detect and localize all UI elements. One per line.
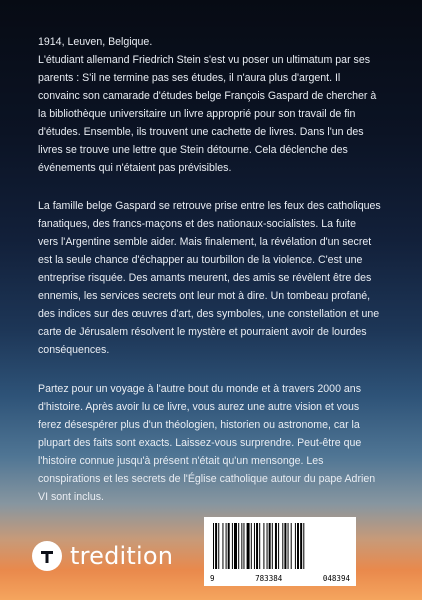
blurb-line: conspirations et les secrets de l'Église catholique autour du pape Adrien — [38, 473, 376, 485]
barcode-bar — [238, 523, 239, 569]
barcode-bar — [259, 523, 260, 569]
barcode-bar — [282, 523, 283, 569]
blurb-line: d'études. Ensemble, ils trouvent une cachette de livres. Dans l'un des — [38, 126, 364, 138]
blurb-line: parents : S'il ne termine pas ses études, il n'aura plus d'argent. Il — [38, 72, 341, 84]
isbn-barcode — [204, 517, 356, 586]
barcode-bar — [213, 523, 214, 569]
blurb-line: conséquences. — [38, 344, 110, 356]
barcode-bar — [303, 523, 304, 569]
barcode-bar — [241, 523, 242, 569]
barcode-bar — [232, 523, 233, 569]
blurb-line: plupart des faits sont exacts. Laissez-vous surprendre. Peut-être que — [38, 437, 362, 449]
barcode-bar — [295, 523, 296, 569]
barcode-bar — [300, 523, 302, 569]
blurb-line: convainc son camarade d'études belge François Gaspard de chercher à — [38, 90, 377, 102]
barcode-bar — [284, 523, 286, 569]
publisher-name: tredition — [70, 542, 174, 570]
blurb-line: carte de Jérusalem résolvent le mystère et pourraient avoir de lourdes — [38, 326, 367, 338]
barcode-bar — [218, 523, 219, 569]
blurb-line: événements qui n'étaient pas prévisibles. — [38, 162, 232, 174]
blurb-line: vers l'Argentine semble aider. Mais finalement, la révélation d'un secret — [38, 236, 372, 248]
barcode-bar — [267, 523, 268, 569]
barcode-digit-group: 783384 — [255, 574, 283, 583]
barcode-bar — [291, 523, 292, 569]
barcode-bar — [275, 523, 277, 569]
blurb-paragraph-3 — [38, 380, 386, 506]
barcode-bar — [247, 523, 250, 569]
barcode-bar — [215, 523, 217, 569]
blurb-line: l'histoire connue jusqu'à présent n'était qu'un mensonge. Les — [38, 455, 324, 467]
blurb-line: 1914, Leuven, Belgique. — [38, 36, 153, 48]
blurb-paragraph-1 — [38, 33, 386, 177]
blurb-line: d'histoire. Après avoir lu ce livre, vous aurez une autre vision et vous — [38, 401, 360, 413]
barcode-bar — [254, 523, 255, 569]
barcode-bar — [222, 523, 223, 569]
blurb-paragraph-2 — [38, 197, 386, 359]
blurb-line: VI sont inclus. — [38, 491, 104, 503]
blurb-line: est la seule chance d'échapper au tourbillon de la violence. C'est une — [38, 254, 363, 266]
barcode-bar — [256, 523, 258, 569]
barcode-bar — [297, 523, 299, 569]
barcode-bars — [212, 523, 348, 569]
barcode-bar — [234, 523, 237, 569]
blurb-line: des indices sur des œuvres d'art, des symboles, une constellation et une — [38, 308, 380, 320]
blurb-line: livres se trouve une lettre que Stein détourne. Cela déclenche des — [38, 144, 348, 156]
blurb-line: ferez désespérer plus d'un théologien, historien ou astronome, car la — [38, 419, 360, 431]
barcode-digit-group: 9 — [210, 574, 215, 583]
barcode-bar — [278, 523, 279, 569]
blurb-line: la bibliothèque universitaire un livre approprié pour son travail de fin — [38, 108, 356, 120]
publisher-logo — [32, 538, 173, 574]
tredition-logo-icon — [32, 541, 62, 571]
blurb-line: ennemis, les services secrets ont leur mot à dire. Un tombeau profané, — [38, 290, 371, 302]
blurb-line: Partez pour un voyage à l'autre bout du monde et à travers 2000 ans — [38, 383, 361, 395]
barcode-bar — [243, 523, 244, 569]
barcode-bar — [228, 523, 230, 569]
barcode-bar — [263, 523, 264, 569]
barcode-bar — [272, 523, 273, 569]
blurb-line: entreprise risquée. Des amants meurent, des amis se révèlent être des — [38, 272, 372, 284]
blurb-line: fanatiques, des francs-maçons et des nationaux-socialistes. La fuite — [38, 218, 356, 230]
barcode-digit-group: 048394 — [322, 574, 350, 583]
barcode-bar — [251, 523, 252, 569]
barcode-bar — [269, 523, 271, 569]
barcode-bar — [226, 523, 227, 569]
blurb-line: L'étudiant allemand Friedrich Stein s'est vu poser un ultimatum par ses — [38, 54, 371, 66]
barcode-bar — [288, 523, 289, 569]
blurb-line: La famille belge Gaspard se retrouve prise entre les feux des catholiques — [38, 200, 381, 212]
